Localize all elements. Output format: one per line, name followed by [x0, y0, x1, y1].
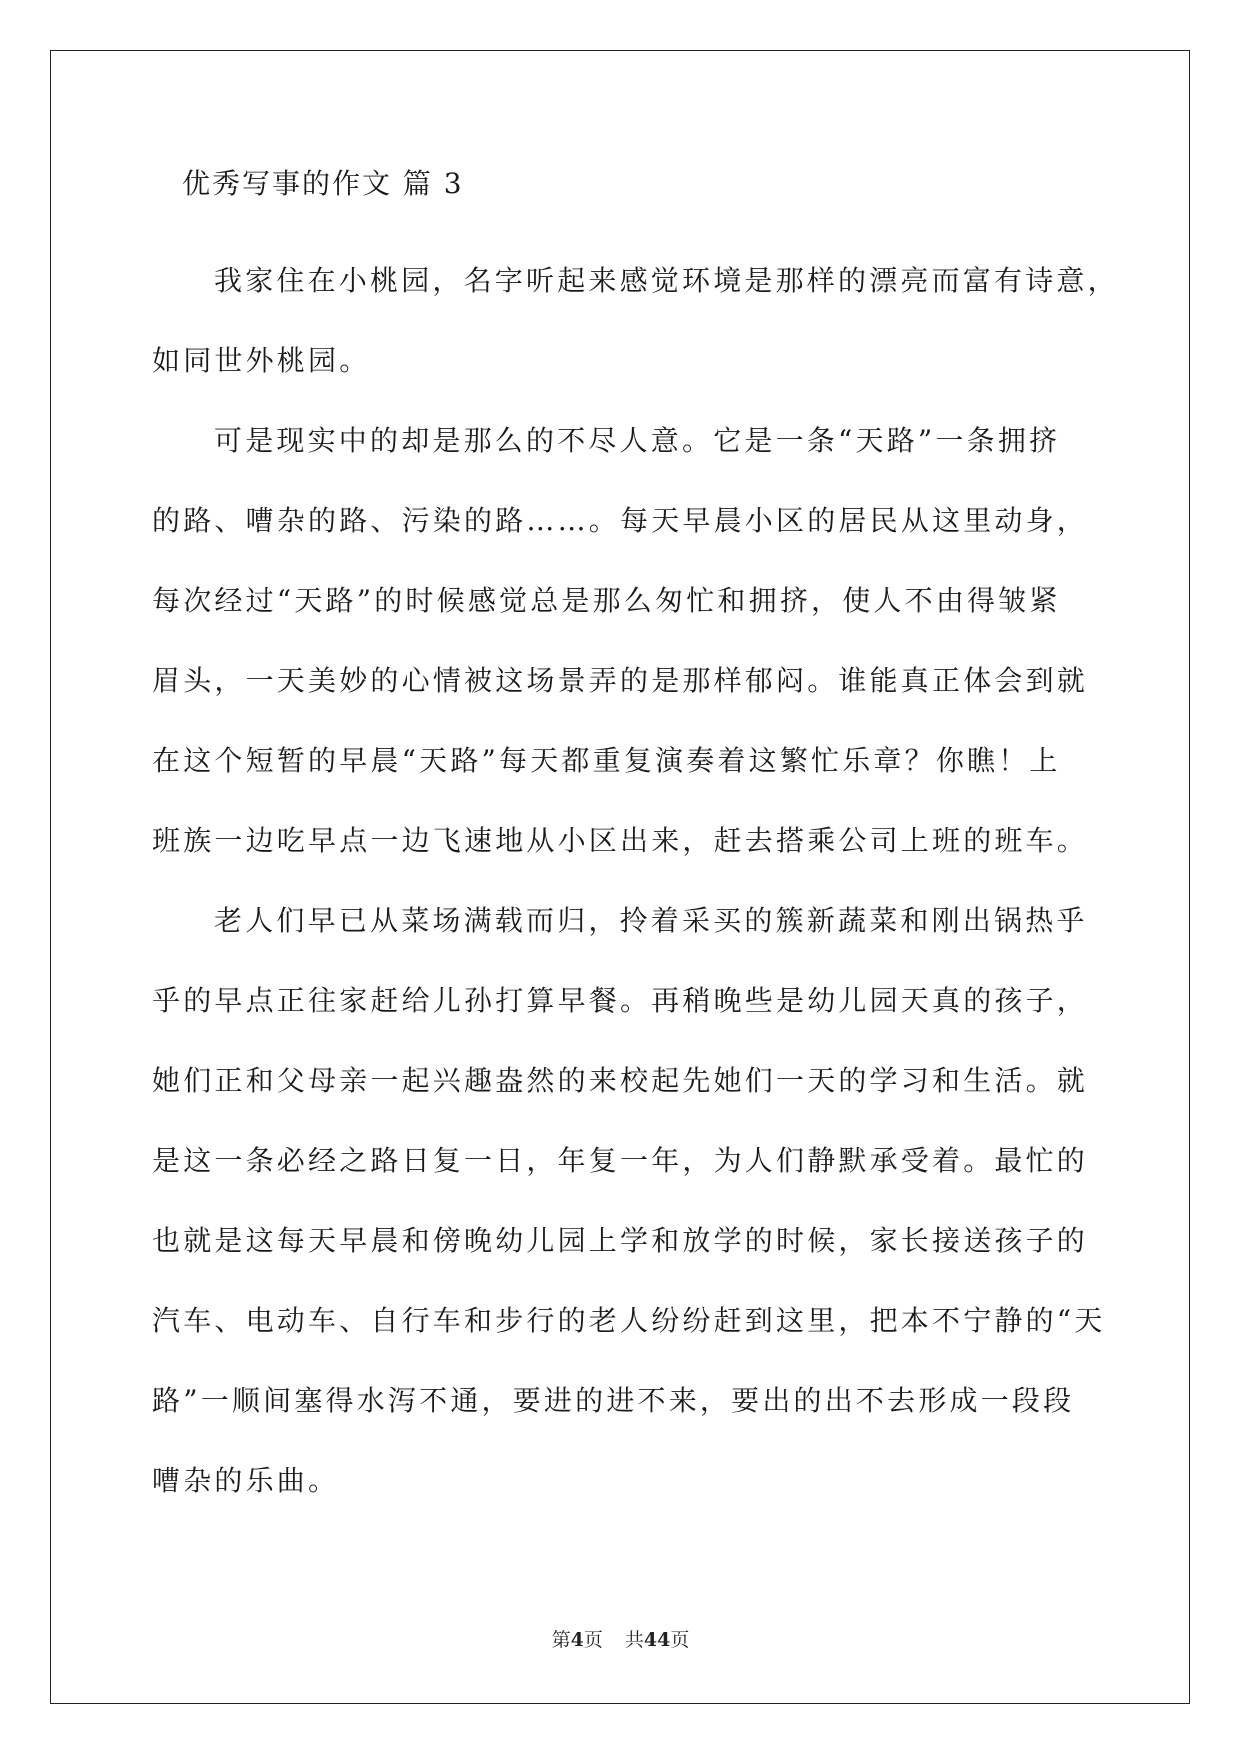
footer-page-number: 4: [570, 1629, 584, 1651]
paragraph-line: 班族一边吃早点一边飞速地从小区出来，赶去搭乘公司上班的班车。: [152, 824, 1089, 857]
paragraph-line: 嘈杂的乐曲。: [152, 1464, 340, 1497]
footer-page-suffix: 页: [583, 1629, 603, 1651]
paragraph-line: 老人们早已从菜场满载而归，拎着采买的簇新蔬菜和刚出锅热乎: [214, 904, 1088, 937]
paragraph-line: 如同世外桃园。: [152, 344, 371, 377]
paragraph-line: 路”一顺间塞得水泻不通，要进的进不来，要出的出不去形成一段段: [152, 1384, 1075, 1417]
paragraph-line: 我家住在小桃园，名字听起来感觉环境是那样的漂亮而富有诗意，: [214, 264, 1119, 297]
paragraph-line: 的路、嘈杂的路、污染的路……。每天早晨小区的居民从这里动身，: [152, 504, 1089, 537]
page-footer: [0, 1628, 1241, 1652]
paragraph-line: 是这一条必经之路日复一日，年复一年，为人们静默承受着。最忙的: [152, 1144, 1089, 1177]
paragraph-3: [152, 881, 1106, 1521]
paragraph-line: 在这个短暂的早晨“天路”每天都重复演奏着这繁忙乐章？你瞧！上: [152, 744, 1061, 777]
footer-page-prefix: 第: [551, 1629, 571, 1651]
paragraph-line: 每次经过“天路”的时候感觉总是那么匆忙和拥挤，使人不由得皱紧: [152, 584, 1061, 617]
paragraph-2: [152, 401, 1089, 881]
paragraph-line: 也就是这每天早晨和傍晚幼儿园上学和放学的时候，家长接送孩子的: [152, 1224, 1089, 1257]
paragraph-line: 可是现实中的却是那么的不尽人意。它是一条“天路”一条拥挤: [214, 424, 1061, 457]
document-body: [152, 164, 1119, 1521]
paragraph-line: 汽车、电动车、自行车和步行的老人纷纷赶到这里，把本不宁静的“天: [152, 1304, 1106, 1337]
paragraph-line: 乎的早点正往家赶给儿孙打算早餐。再稍晚些是幼儿园天真的孩子，: [152, 984, 1089, 1017]
paragraph-1: [152, 241, 1119, 401]
footer-total-pages: 44: [643, 1629, 671, 1651]
paragraph-line: 眉头，一天美妙的心情被这场景弄的是那样郁闷。谁能真正体会到就: [152, 664, 1089, 697]
paragraph-line: 她们正和父母亲一起兴趣盎然的来校起先她们一天的学习和生活。就: [152, 1064, 1089, 1097]
document-title: 优秀写事的作文 篇 3: [182, 167, 464, 200]
footer-total-prefix: 共: [624, 1629, 644, 1651]
footer-total-suffix: 页: [670, 1629, 690, 1651]
